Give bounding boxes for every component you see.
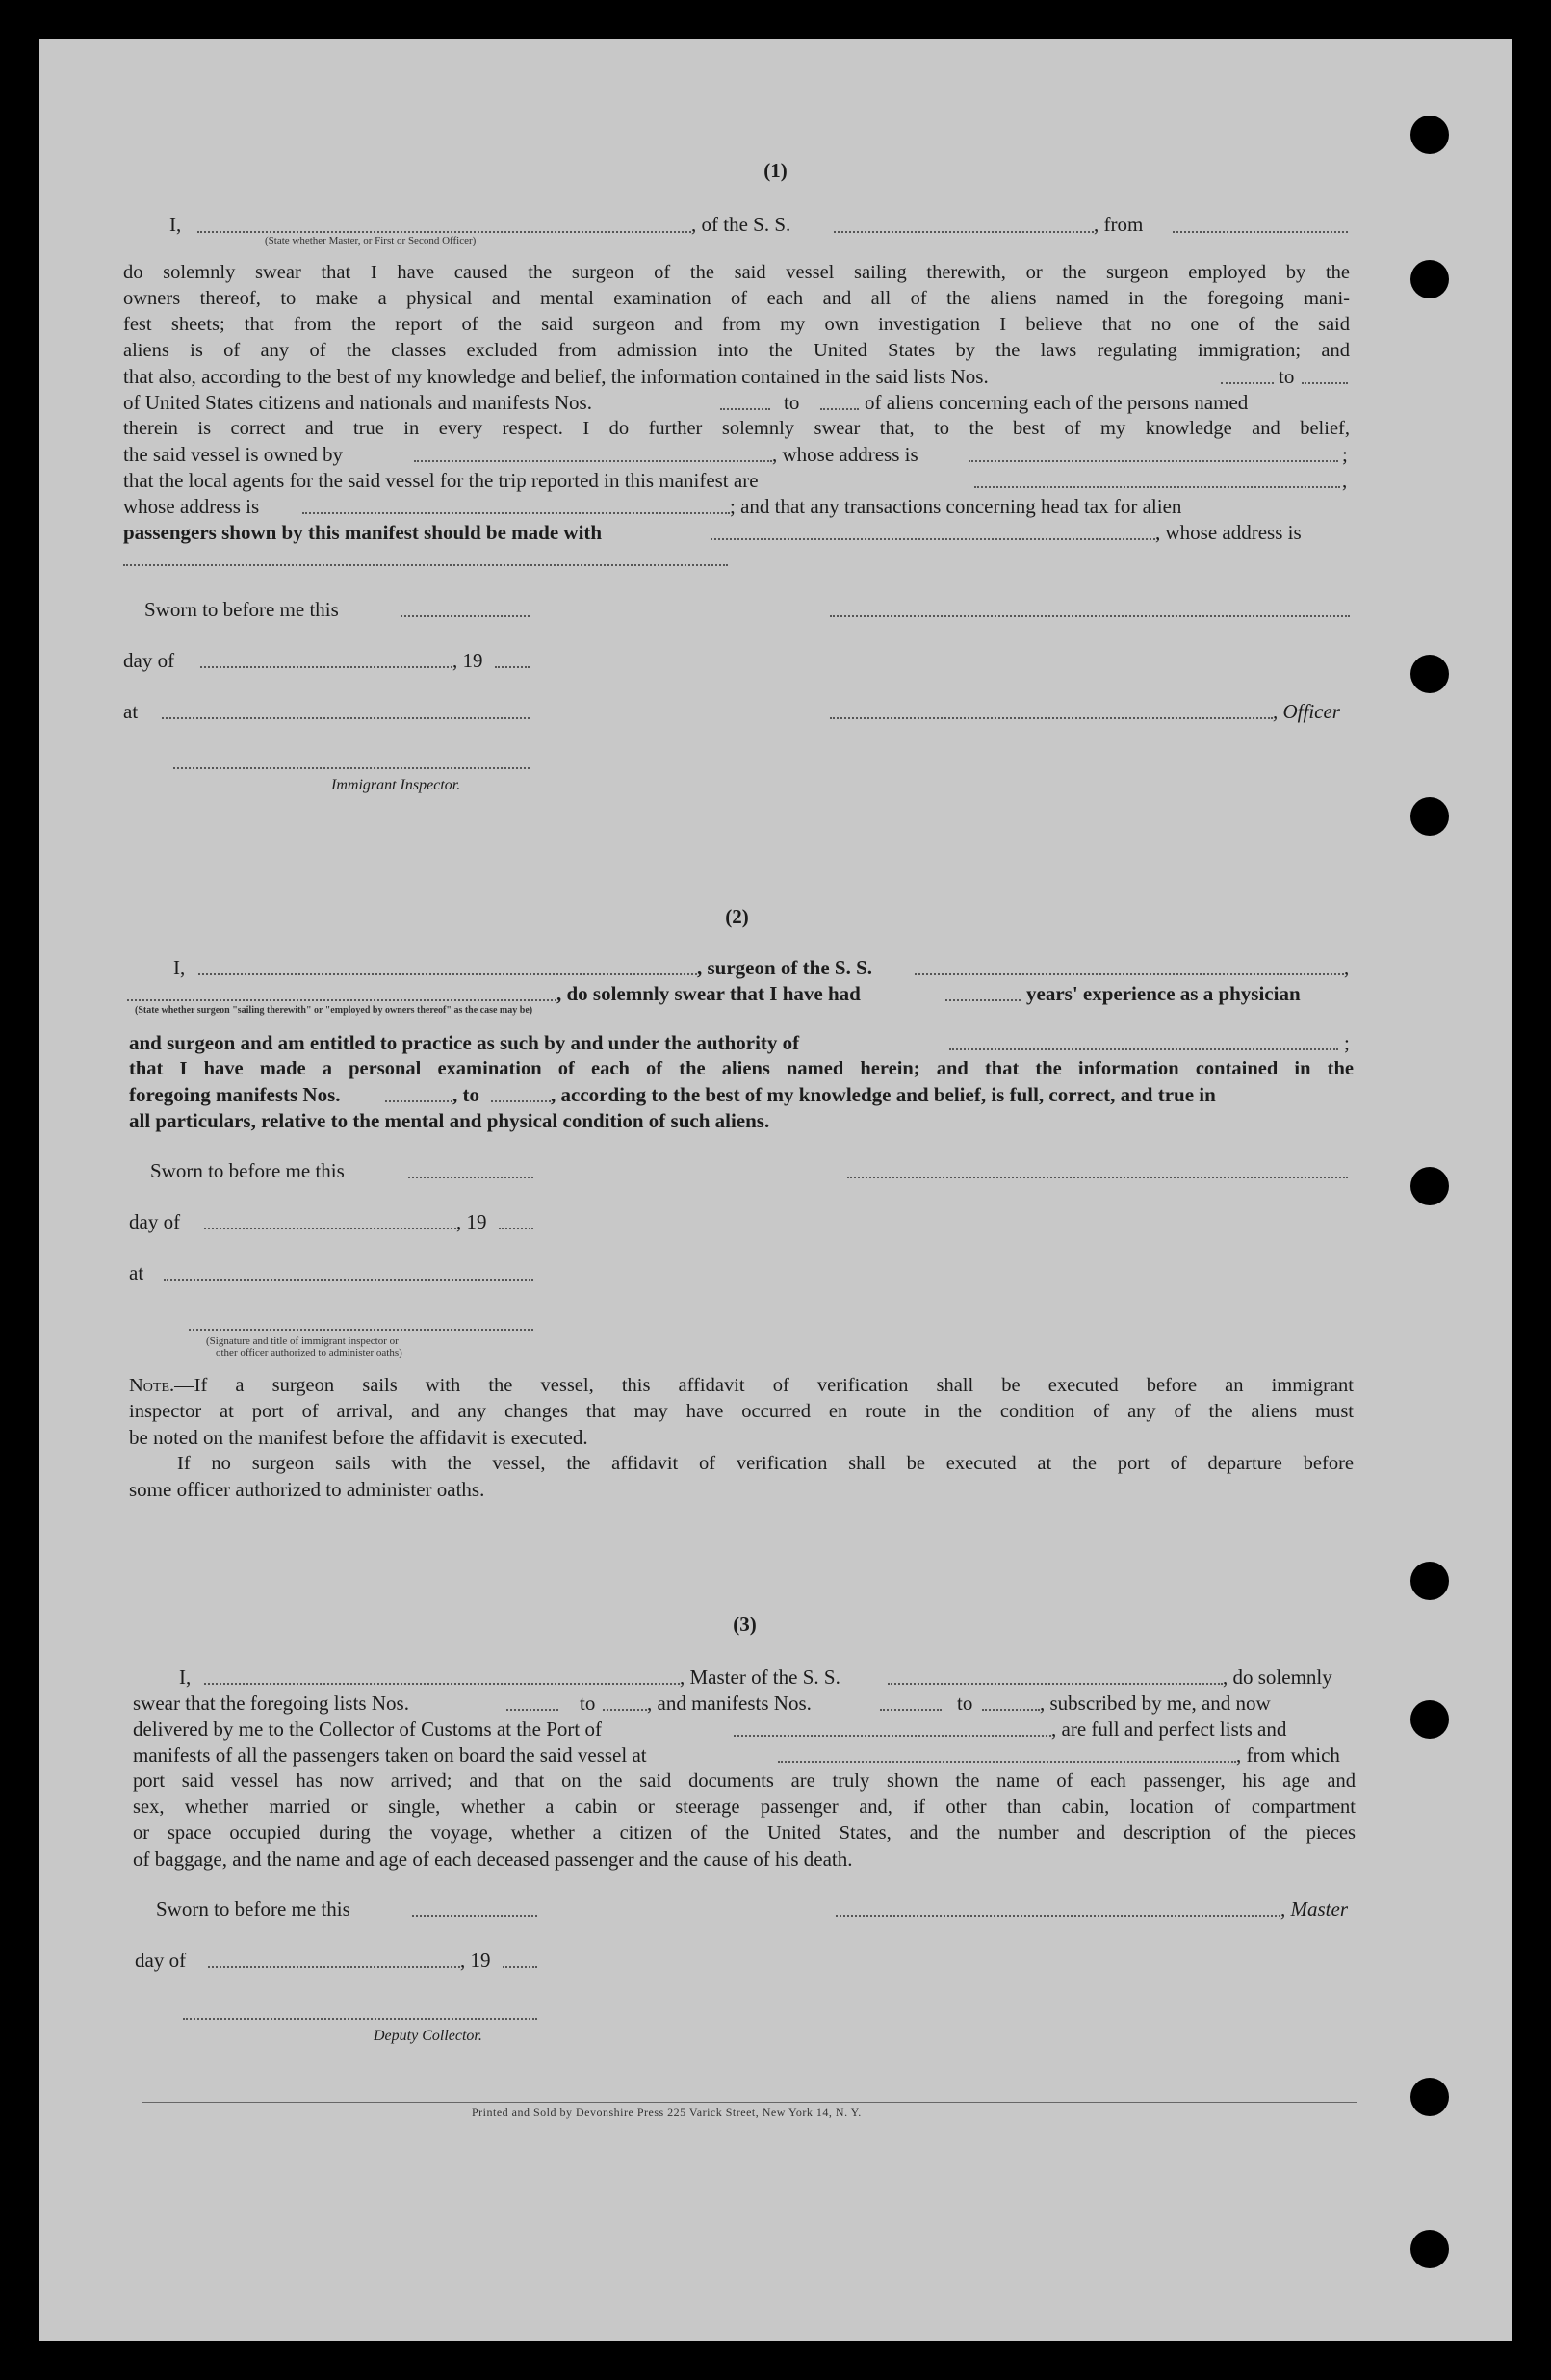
s2-note-line-4: If no surgeon sails with the vessel, the affidavit of verification shall be executed at the port of departure before (177, 1453, 1354, 1474)
s1-whose-address-2: , whose address is (1155, 521, 1302, 544)
s1-officer-note: (State whether Master, or First or Second Officer) (265, 235, 477, 246)
s2-semicolon: ; (1344, 1031, 1350, 1054)
s2-years-blank (945, 999, 1021, 1001)
s1-officer-title-blank (830, 717, 1273, 719)
s1-officer-label: , Officer (1273, 700, 1340, 723)
s2-surgeon-type-blank (127, 999, 556, 1001)
s1-manifests-to-blank (820, 408, 859, 410)
s3-vessel-blank (888, 1683, 1223, 1685)
s2-body-line-2: foregoing manifests Nos. (129, 1083, 341, 1106)
s1-month-blank (200, 666, 452, 668)
footer-rule (142, 2102, 1357, 2103)
s3-lists-to-blank (603, 1709, 647, 1711)
s1-owned-by: the said vessel is owned by (123, 443, 344, 466)
s2-manifests-from-blank (385, 1100, 452, 1102)
s1-inspector-signature-blank (173, 767, 530, 769)
s1-lists-to-blank (1302, 382, 1348, 384)
s3-i: I, (179, 1666, 192, 1689)
s1-nineteen: , 19 (452, 649, 483, 672)
s2-note-text-1: —If a surgeon sails with the vessel, this affidavit of verification shall be executed before an immigrant (174, 1375, 1354, 1396)
s1-owner-blank (414, 460, 772, 462)
s3-month-blank (208, 1966, 460, 1968)
s2-note-line-5: some officer authorized to administer oaths. (129, 1478, 485, 1501)
s3-manifests-to-blank (982, 1709, 1040, 1711)
s1-manifests-from-blank (720, 408, 770, 410)
section-1-number: (1) (763, 159, 788, 182)
punch-hole (1410, 1562, 1449, 1600)
punch-hole (1410, 797, 1449, 836)
s2-surgeon-signature-blank (847, 1177, 1348, 1178)
s3-body-line-1: port said vessel has now arrived; and that on the said documents are truly shown the name of each passenger, his age and (133, 1771, 1356, 1792)
s3-and-manifests: , and manifests Nos. (647, 1692, 812, 1715)
s2-at: at (129, 1261, 144, 1284)
s2-note-label: Note. (129, 1375, 175, 1396)
punch-hole (1410, 655, 1449, 693)
s1-body-line-2: owners thereof, to make a physical and mental examination of each and all of the aliens named in the foregoing mani- (123, 288, 1350, 309)
s3-day-of: day of (135, 1949, 187, 1972)
s3-port-blank (734, 1735, 1051, 1737)
s3-full: , are full and perfect lists and (1051, 1718, 1287, 1741)
s1-local-agents: that the local agents for the said vessel for the trip reported in this manifest are (123, 469, 759, 492)
s1-agents-blank (974, 486, 1340, 488)
s2-nineteen: , 19 (456, 1210, 487, 1233)
s1-of-aliens: of aliens concerning each of the persons named (865, 391, 1249, 414)
s2-sworn-day-blank (408, 1177, 533, 1178)
s2-vessel-blank (915, 973, 1344, 975)
s2-according: , according to the best of my knowledge and belief, is full, correct, and true in (551, 1083, 1216, 1106)
s2-and-surgeon: and surgeon and am entitled to practice as such by and under the authority of (129, 1031, 800, 1054)
s3-master-of: , Master of the S. S. (680, 1666, 840, 1689)
s1-lists-from-blank (1221, 382, 1274, 384)
s3-deputy-label: Deputy Collector. (374, 2028, 482, 2044)
s1-inspector-label: Immigrant Inspector. (331, 777, 461, 793)
punch-hole (1410, 1700, 1449, 1739)
s1-body-line-5: that also, according to the best of my knowledge and belief, the information contained in the said lists Nos. (123, 365, 989, 388)
punch-hole (1410, 260, 1449, 298)
s2-at-blank (164, 1279, 533, 1281)
section-3-number: (3) (733, 1613, 757, 1636)
s1-body-line-6: of United States citizens and nationals and manifests Nos. (123, 391, 592, 414)
s1-at: at (123, 700, 139, 723)
s2-do-solemnly: , do solemnly swear that I have had (556, 982, 861, 1005)
s2-note-line-3: be noted on the manifest before the affidavit is executed. (129, 1426, 588, 1449)
s3-deputy-signature-blank (183, 2018, 537, 2020)
s1-head-tax-blank (711, 538, 1159, 540)
s3-delivered: delivered by me to the Collector of Customs at the Port of (133, 1718, 602, 1741)
s3-sworn: Sworn to before me this (156, 1898, 350, 1921)
s3-body-line-2: sex, whether married or single, whether a cabin or steerage passenger and, if other than cabin, location of compartment (133, 1797, 1356, 1818)
s1-to-1: to (1279, 365, 1295, 388)
s3-lists-from-blank (506, 1709, 558, 1711)
section-2-number: (2) (725, 905, 749, 928)
s1-line1-of: , of the S. S. (691, 213, 791, 236)
s3-from-which: , from which (1236, 1744, 1340, 1767)
s1-body-line-7: therein is correct and true in every respect. I do further solemnly swear that, to the best of my knowledge and belief, (123, 418, 1350, 439)
s1-day-of: day of (123, 649, 175, 672)
s2-note-line-1 (129, 1373, 1354, 1399)
s1-head-tax-address-blank (123, 564, 728, 566)
s3-taken-at-blank (778, 1761, 1236, 1763)
s3-year-blank (503, 1966, 537, 1968)
s2-note-line-2: inspector at port of arrival, and any changes that may have occurred en route in the condition of any of the aliens must (129, 1401, 1354, 1422)
s1-body-line-3: fest sheets; that from the report of the said surgeon and from my own investigation I believe that no one of the said (123, 314, 1350, 335)
s3-name-blank (204, 1683, 680, 1685)
s1-passengers-shown: passengers shown by this manifest should be made with (123, 521, 603, 544)
s1-line1-i: I, (169, 213, 182, 236)
s3-swear: swear that the foregoing lists Nos. (133, 1692, 409, 1715)
s3-manifests: manifests of all the passengers taken on board the said vessel at (133, 1744, 647, 1767)
s2-comma: , (1344, 956, 1350, 979)
s2-month-blank (204, 1228, 456, 1229)
s1-from-blank (1173, 231, 1348, 233)
s3-sworn-day-blank (412, 1915, 537, 1917)
s1-vessel-blank (834, 231, 1094, 233)
s1-semicolon-1: ; (1342, 443, 1348, 466)
s1-line1-from: , from (1094, 213, 1144, 236)
s1-body-line-1: do solemnly swear that I have caused the surgeon of the said vessel sailing therewith, or the surgeon employed by the (123, 262, 1350, 283)
s3-subscribed: , subscribed by me, and now (1040, 1692, 1271, 1715)
punch-hole (1410, 1167, 1449, 1205)
s2-years: years' experience as a physician (1026, 982, 1301, 1005)
s1-year-blank (495, 666, 530, 668)
punch-hole (1410, 2230, 1449, 2268)
s1-agents-address-blank (302, 512, 730, 514)
s2-to: , to (452, 1083, 479, 1106)
s3-nineteen: , 19 (460, 1949, 491, 1972)
s2-manifests-to-blank (491, 1100, 551, 1102)
s1-body-line-4: aliens is of any of the classes excluded from admission into the United States by the laws regulating immigration; and (123, 340, 1350, 361)
s1-head-tax: ; and that any transactions concerning head tax for alien (730, 495, 1182, 518)
s1-to-2: to (784, 391, 800, 414)
punch-hole (1410, 2078, 1449, 2116)
s3-to-2: to (957, 1692, 973, 1715)
s3-body-line-3: or space occupied during the voyage, whether a citizen of the United States, and the number and description of the pieces (133, 1823, 1356, 1844)
s1-officer-signature-blank (830, 615, 1350, 617)
s3-master-signature-blank (836, 1915, 1280, 1917)
s2-year-blank (499, 1228, 533, 1229)
s2-body-line-3: all particulars, relative to the mental and physical condition of such aliens. (129, 1109, 770, 1132)
s3-do-solemnly: , do solemnly (1223, 1666, 1332, 1689)
s1-whose-address-1: , whose address is (772, 443, 918, 466)
s2-sig-note-2: other officer authorized to administer oaths) (216, 1347, 402, 1358)
footer-printer: Printed and Sold by Devonshire Press 225 Varick Street, New York 14, N. Y. (472, 2106, 862, 2119)
s1-sworn: Sworn to before me this (144, 598, 339, 621)
s2-sworn: Sworn to before me this (150, 1159, 345, 1182)
s1-owner-address-blank (969, 460, 1338, 462)
s1-comma-1: , (1342, 469, 1348, 492)
s3-manifests-from-blank (880, 1709, 942, 1711)
s2-surgeon-note: (State whether surgeon "sailing therewith" or "employed by owners thereof" as the case may be) (135, 1005, 533, 1016)
s1-whose-address-label: whose address is (123, 495, 260, 518)
s2-sig-note-1: (Signature and title of immigrant inspector or (206, 1335, 399, 1347)
s2-name-blank (198, 973, 697, 975)
s2-inspector-signature-blank (189, 1329, 533, 1331)
s2-surgeon-of: , surgeon of the S. S. (697, 956, 873, 979)
s1-sworn-day-blank (401, 615, 530, 617)
s1-name-blank (197, 231, 691, 233)
s3-body-line-4: of baggage, and the name and age of each deceased passenger and the cause of his death. (133, 1848, 853, 1871)
s2-body-line-1: that I have made a personal examination of each of the aliens named herein; and that the information contained in the (129, 1058, 1354, 1079)
s1-at-blank (162, 717, 530, 719)
s2-i: I, (173, 956, 186, 979)
s3-master-label: , Master (1280, 1898, 1348, 1921)
punch-hole (1410, 116, 1449, 154)
s2-day-of: day of (129, 1210, 181, 1233)
s2-authority-blank (949, 1048, 1338, 1050)
s3-to-1: to (580, 1692, 596, 1715)
